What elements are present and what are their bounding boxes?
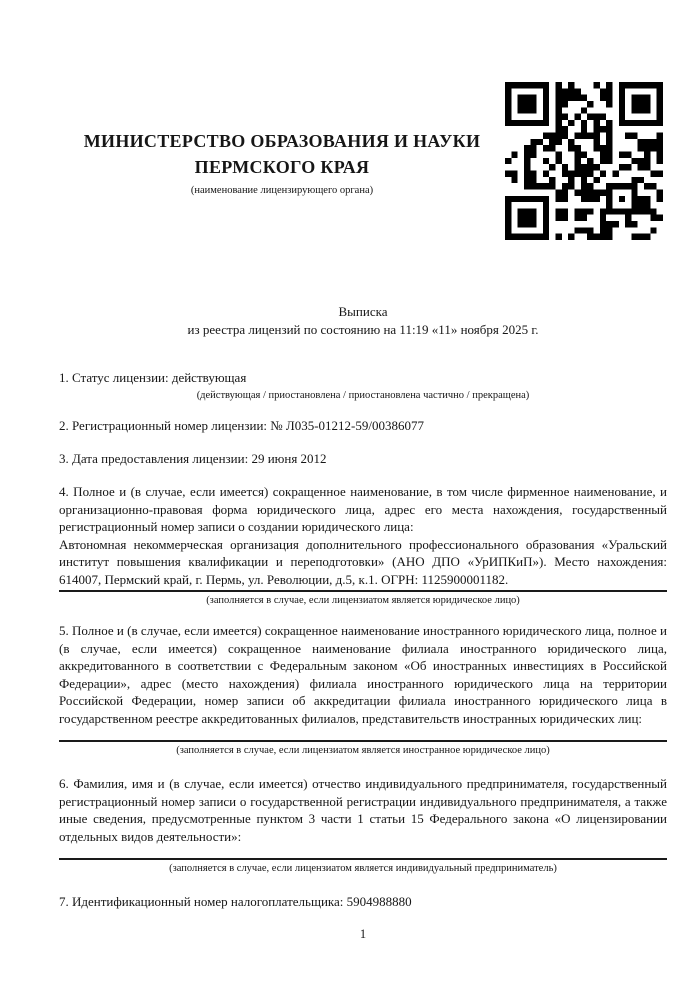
page-number: 1	[359, 927, 367, 941]
document-title-line2: из реестра лицензий по состоянию на 11:19 «11» ноября 2025 г.	[187, 321, 539, 337]
divider-line	[59, 590, 667, 592]
item-7-text: 7. Идентификационный номер налогоплательщика: 5904988880	[59, 894, 412, 909]
divider-line	[59, 740, 667, 742]
item-4-text: 4. Полное и (в случае, если имеется) сокращенное наименование, в том числе фирменное наименование, и организационно-правовая форма юридического лица, адрес его места нахождения, государственный регистрационный номер записи о создании юридического лица:	[59, 484, 667, 534]
item-2-registration-number	[59, 417, 667, 435]
ministry-caption: (наименование лицензирующего органа)	[190, 185, 374, 196]
item-2-text: 2. Регистрационный номер лицензии: № Л035-01212-59/00386077	[59, 418, 425, 433]
item-1-caption: (действующая / приостановлена / приостановлена частично / прекращена)	[196, 389, 530, 401]
ministry-name-line1: МИНИСТЕРСТВО ОБРАЗОВАНИЯ И НАУКИ	[83, 131, 481, 151]
ministry-header	[59, 128, 505, 197]
item-3-text: 3. Дата предоставления лицензии: 29 июня 2012	[59, 451, 327, 466]
ministry-name-line2: ПЕРМСКОГО КРАЯ	[194, 157, 370, 177]
item-6-individual-entrepreneur	[59, 775, 667, 875]
item-3-license-date	[59, 450, 667, 468]
item-1-text: 1. Статус лицензии: действующая	[59, 370, 247, 385]
divider-line	[59, 858, 667, 860]
item-5-text: 5. Полное и (в случае, если имеется) сокращенное наименование иностранного юридического лица, полное и (в случае, если имеется) сокращенное наименование филиала иностранного юридического лица, аккредитованного в соответствии с Федеральным законом «Об иностранных инвестициях в Российской Федерации», адрес (место нахождения) филиала иностранного юридического лица на территории Российской Федерации, номер записи об аккредитации филиала иностранного юридического лица в государственном реестре аккредитованных филиалов, представительств иностранных юридических лиц:	[59, 623, 667, 726]
item-6-caption: (заполняется в случае, если лицензиатом является индивидуальный предприниматель)	[169, 863, 557, 874]
qr-code-icon	[505, 82, 663, 240]
document-title-line1: Выписка	[338, 304, 388, 319]
item-5-caption: (заполняется в случае, если лицензиатом является иностранное юридическое лицо)	[176, 745, 550, 756]
item-6-text: 6. Фамилия, имя и (в случае, если имеется) отчество индивидуального предпринимателя, государственный регистрационный номер записи о государственной регистрации индивидуального предпринимателя, а также иные сведения, предусмотренные пунктом 3 части 1 статьи 15 Федерального закона «О лицензировании отдельных видов деятельности»:	[59, 776, 667, 844]
item-1-license-status	[59, 369, 667, 402]
item-4-legal-entity	[59, 483, 667, 607]
document-title	[59, 303, 667, 338]
item-4-value: Автономная некоммерческая организация дополнительного профессионального образования «Уральский институт повышения квалификации и переподготовки» (АНО ДПО «УрИПКиП»). Место нахождения: 614007, Пермский край, г. Пермь, ул. Революции, д.5, к.1. ОГРН: 1125900001182.	[59, 536, 667, 587]
item-4-caption: (заполняется в случае, если лицензиатом является юридическое лицо)	[206, 595, 520, 606]
qr-code	[505, 82, 663, 240]
item-7-taxpayer-id	[59, 893, 667, 911]
item-5-foreign-entity	[59, 622, 667, 757]
